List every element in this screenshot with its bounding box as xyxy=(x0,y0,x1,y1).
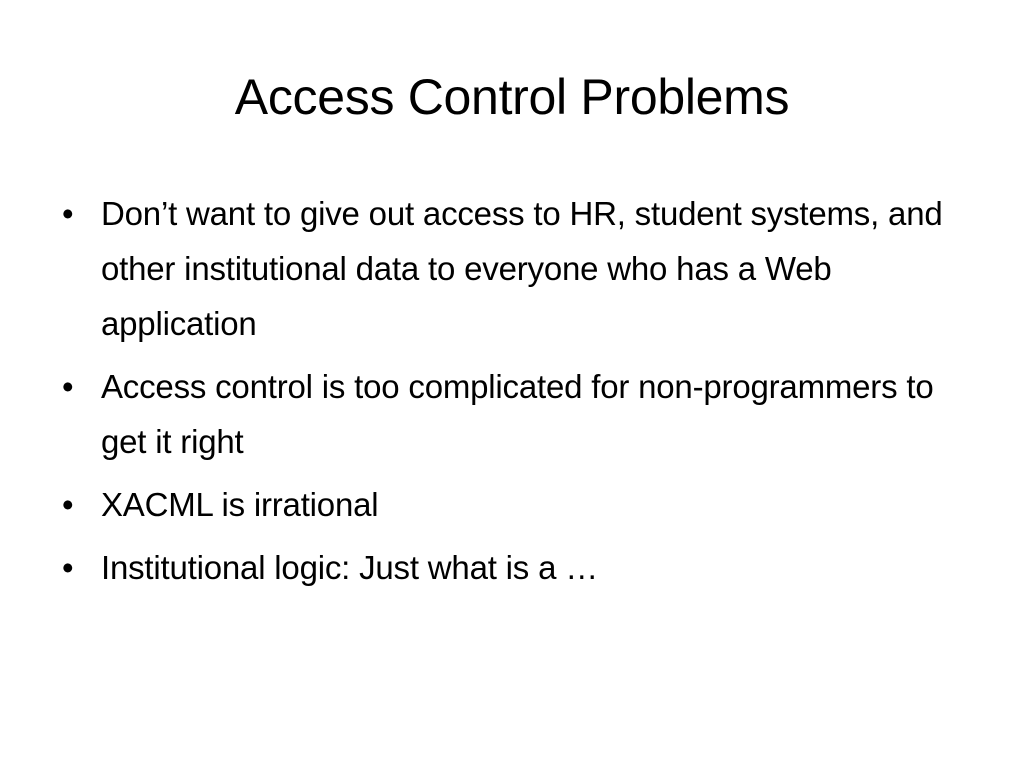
bullet-item xyxy=(58,477,958,532)
bullet-text: Access control is too complicated for non-programmers to get it right xyxy=(101,368,934,460)
bullet-item xyxy=(58,359,958,469)
bullet-dot-icon: • xyxy=(62,549,74,586)
bullet-dot-icon: • xyxy=(62,486,74,523)
bullet-text: Don’t want to give out access to HR, student systems, and other institutional data to everyone who has a Web application xyxy=(101,195,943,342)
slide-title: Access Control Problems xyxy=(234,69,790,125)
bullet-text: XACML is irrational xyxy=(101,486,379,523)
bullet-dot-icon: • xyxy=(62,195,74,232)
bullet-item xyxy=(58,540,958,595)
bullet-item xyxy=(58,186,958,351)
bullet-dot-icon: • xyxy=(62,368,74,405)
bullet-text: Institutional logic: Just what is a … xyxy=(101,549,598,586)
bullet-list xyxy=(58,186,958,603)
